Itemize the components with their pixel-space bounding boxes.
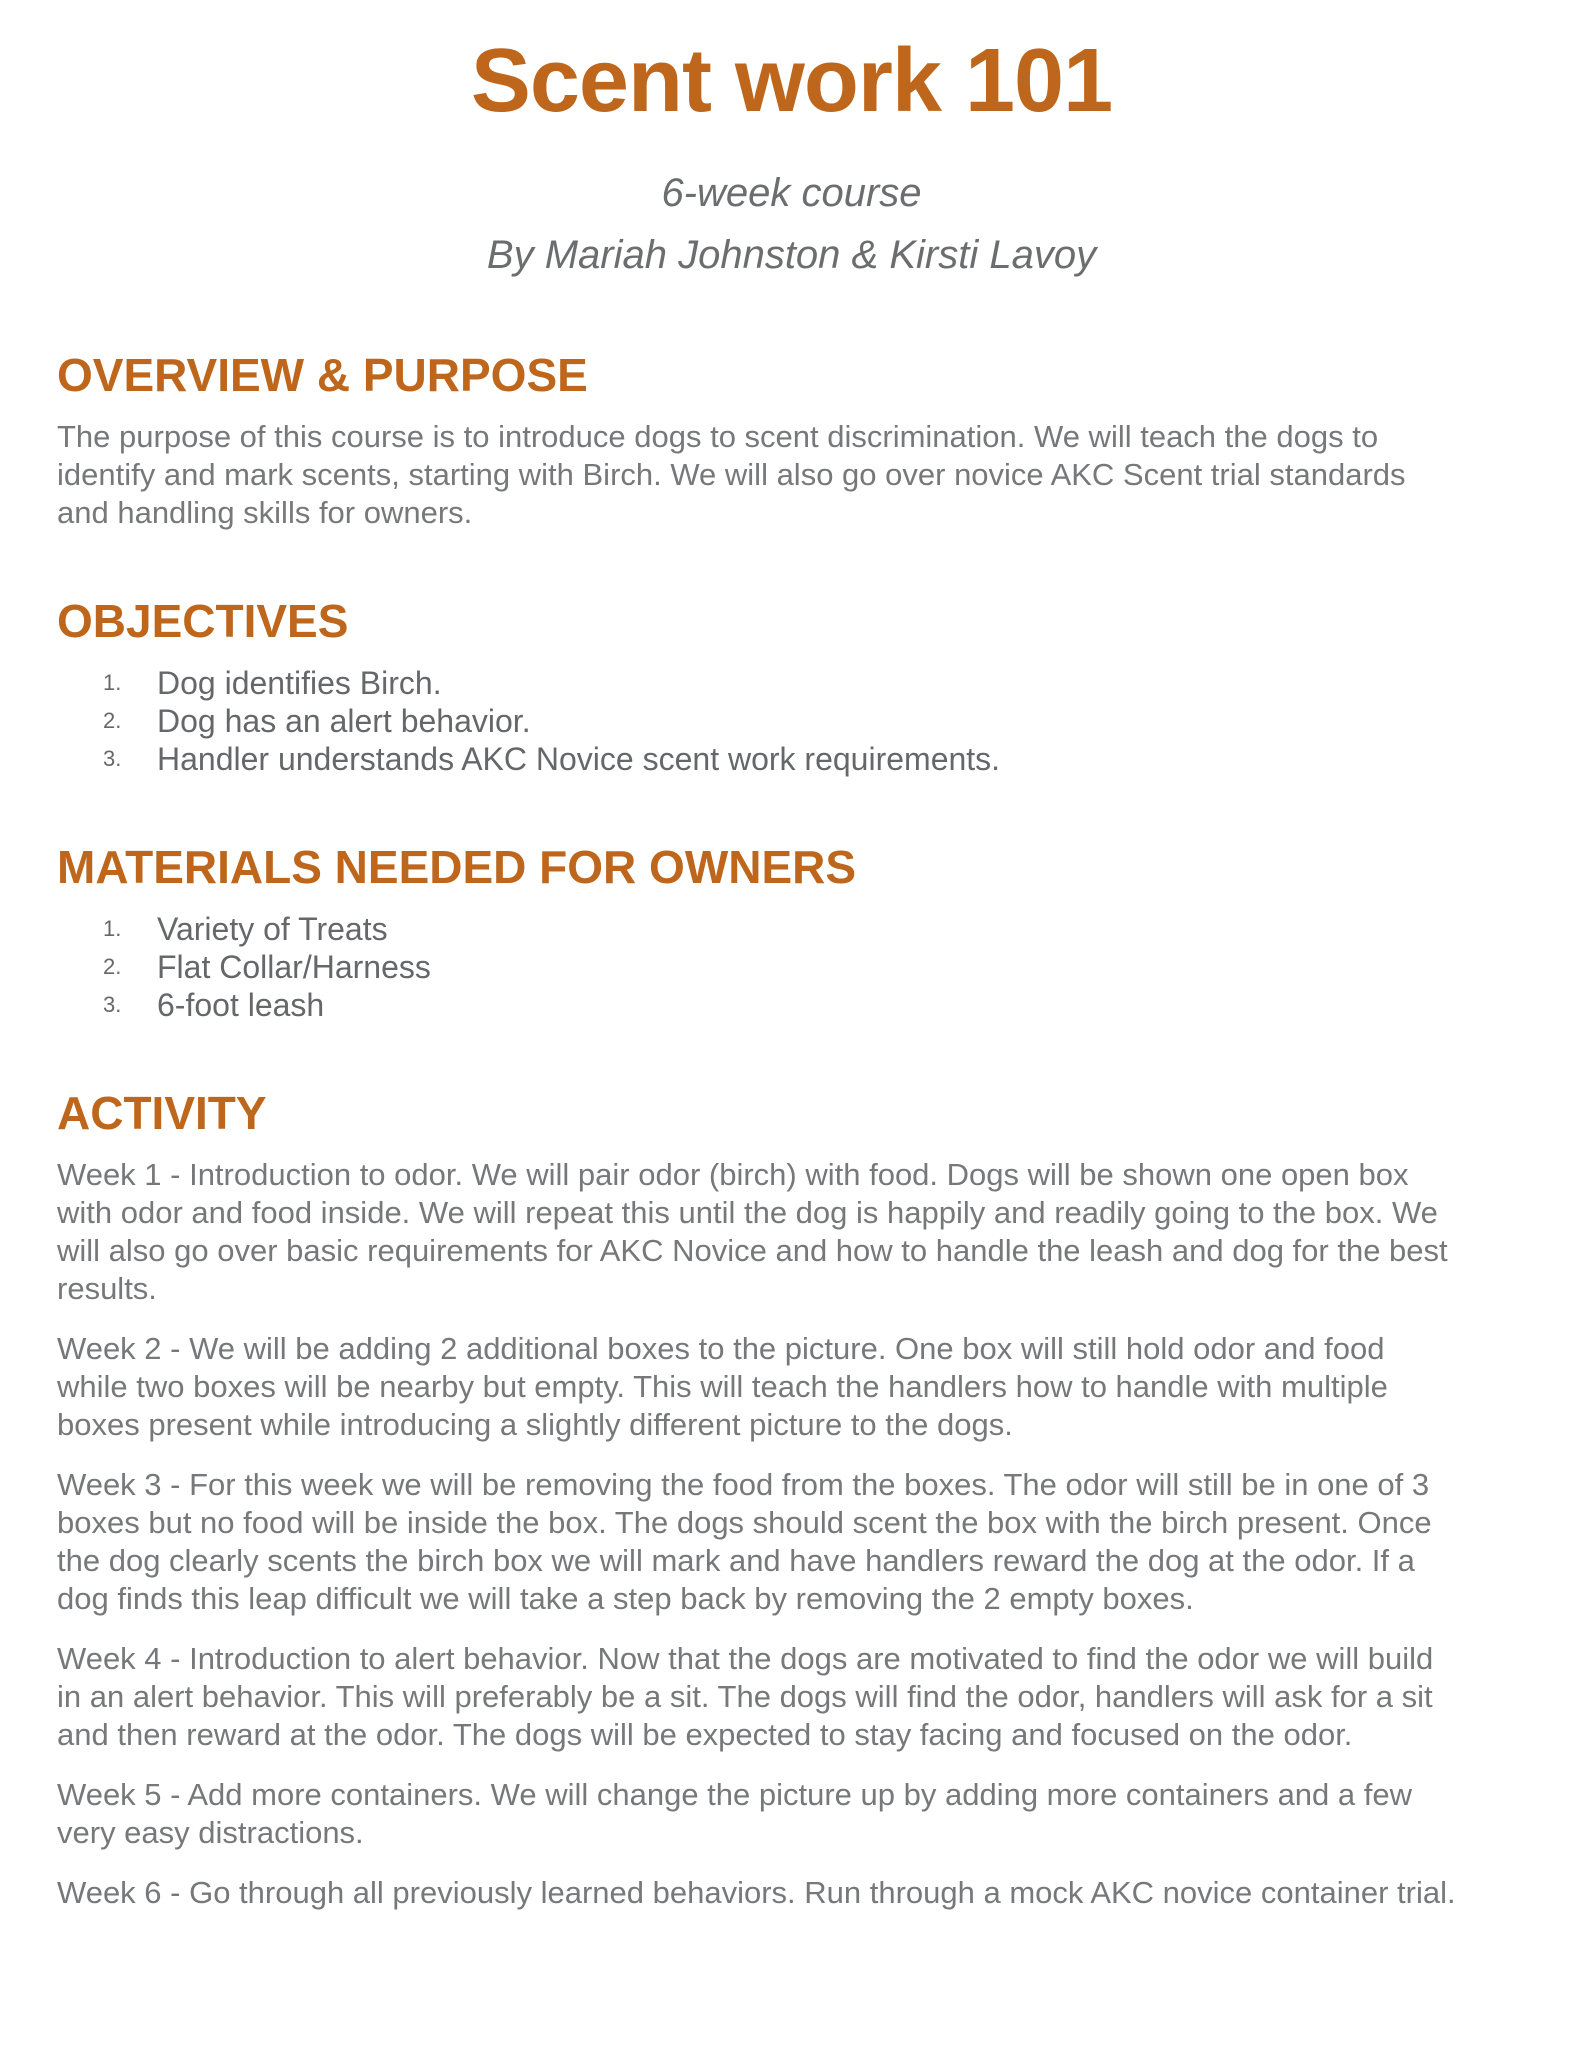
- list-item-text: Handler understands AKC Novice scent work requirements.: [157, 741, 1001, 777]
- list-item-text: Variety of Treats: [157, 911, 388, 947]
- week-6-paragraph: Week 6 - Go through all previously learned behaviors. Run through a mock AKC novice container trial.: [57, 1875, 1456, 1910]
- authors-byline: By Mariah Johnston & Kirsti Lavoy: [486, 233, 1097, 277]
- list-item: [57, 702, 1457, 740]
- overview-heading: OVERVIEW & PURPOSE: [57, 349, 588, 401]
- section-objectives: [57, 594, 1457, 778]
- list-item: [57, 986, 1457, 1024]
- list-number: 1.: [103, 916, 122, 941]
- section-materials: [57, 840, 1457, 1024]
- objectives-list: [57, 664, 1457, 778]
- list-item: [57, 948, 1457, 986]
- list-item-text: 6-foot leash: [157, 987, 325, 1023]
- activity-heading: ACTIVITY: [57, 1087, 267, 1139]
- section-overview-purpose: [57, 348, 1457, 532]
- list-item-text: Dog has an alert behavior.: [157, 703, 531, 739]
- page-title: Scent work 101: [470, 31, 1113, 131]
- week-5-paragraph: Week 5 - Add more containers. We will change the picture up by adding more containers and a few very easy distractions.: [57, 1777, 1412, 1850]
- list-number: 1.: [103, 670, 122, 695]
- list-item: [57, 740, 1457, 778]
- list-item-text: Flat Collar/Harness: [157, 949, 431, 985]
- materials-heading: MATERIALS NEEDED FOR OWNERS: [57, 841, 857, 893]
- week-1-paragraph: Week 1 - Introduction to odor. We will pair odor (birch) with food. Dogs will be shown one open box with odor and food inside. We will repeat this until the dog is happily and readily going to the box. We will also go over basic requirements for AKC Novice and how to handle the leash and dog for the best results.: [57, 1157, 1448, 1306]
- week-3-paragraph: Week 3 - For this week we will be removing the food from the boxes. The odor will still be in one of 3 boxes but no food will be inside the box. The dogs should scent the box with the birch present. Once the dog clearly scents the birch box we will mark and have handlers reward the dog at the odor. If a dog finds this leap difficult we will take a step back by removing the 2 empty boxes.: [57, 1467, 1432, 1616]
- document-body: [0, 348, 1583, 1912]
- materials-list: [57, 910, 1457, 1024]
- list-item: [57, 910, 1457, 948]
- list-number: 3.: [103, 992, 122, 1017]
- list-number: 3.: [103, 746, 122, 771]
- course-length-subtitle: 6-week course: [661, 171, 922, 215]
- week-2-paragraph: Week 2 - We will be adding 2 additional boxes to the picture. One box will still hold odor and food while two boxes will be nearby but empty. This will teach the handlers how to handle with multiple boxes present while introducing a slightly different picture to the dogs.: [57, 1331, 1388, 1442]
- objectives-heading: OBJECTIVES: [57, 595, 349, 647]
- list-number: 2.: [103, 708, 122, 733]
- section-activity: [57, 1086, 1457, 1912]
- overview-paragraph: The purpose of this course is to introduce dogs to scent discrimination. We will teach the dogs to identify and mark scents, starting with Birch. We will also go over novice AKC Scent trial standards and handling skills for owners.: [57, 419, 1406, 530]
- list-item-text: Dog identifies Birch.: [157, 665, 442, 701]
- list-number: 2.: [103, 954, 122, 979]
- document-header: [0, 0, 1583, 286]
- week-4-paragraph: Week 4 - Introduction to alert behavior. Now that the dogs are motivated to find the odor we will build in an alert behavior. This will preferably be a sit. The dogs will find the odor, handlers will ask for a sit and then reward at the odor. The dogs will be expected to stay facing and focused on the odor.: [57, 1641, 1434, 1752]
- list-item: [57, 664, 1457, 702]
